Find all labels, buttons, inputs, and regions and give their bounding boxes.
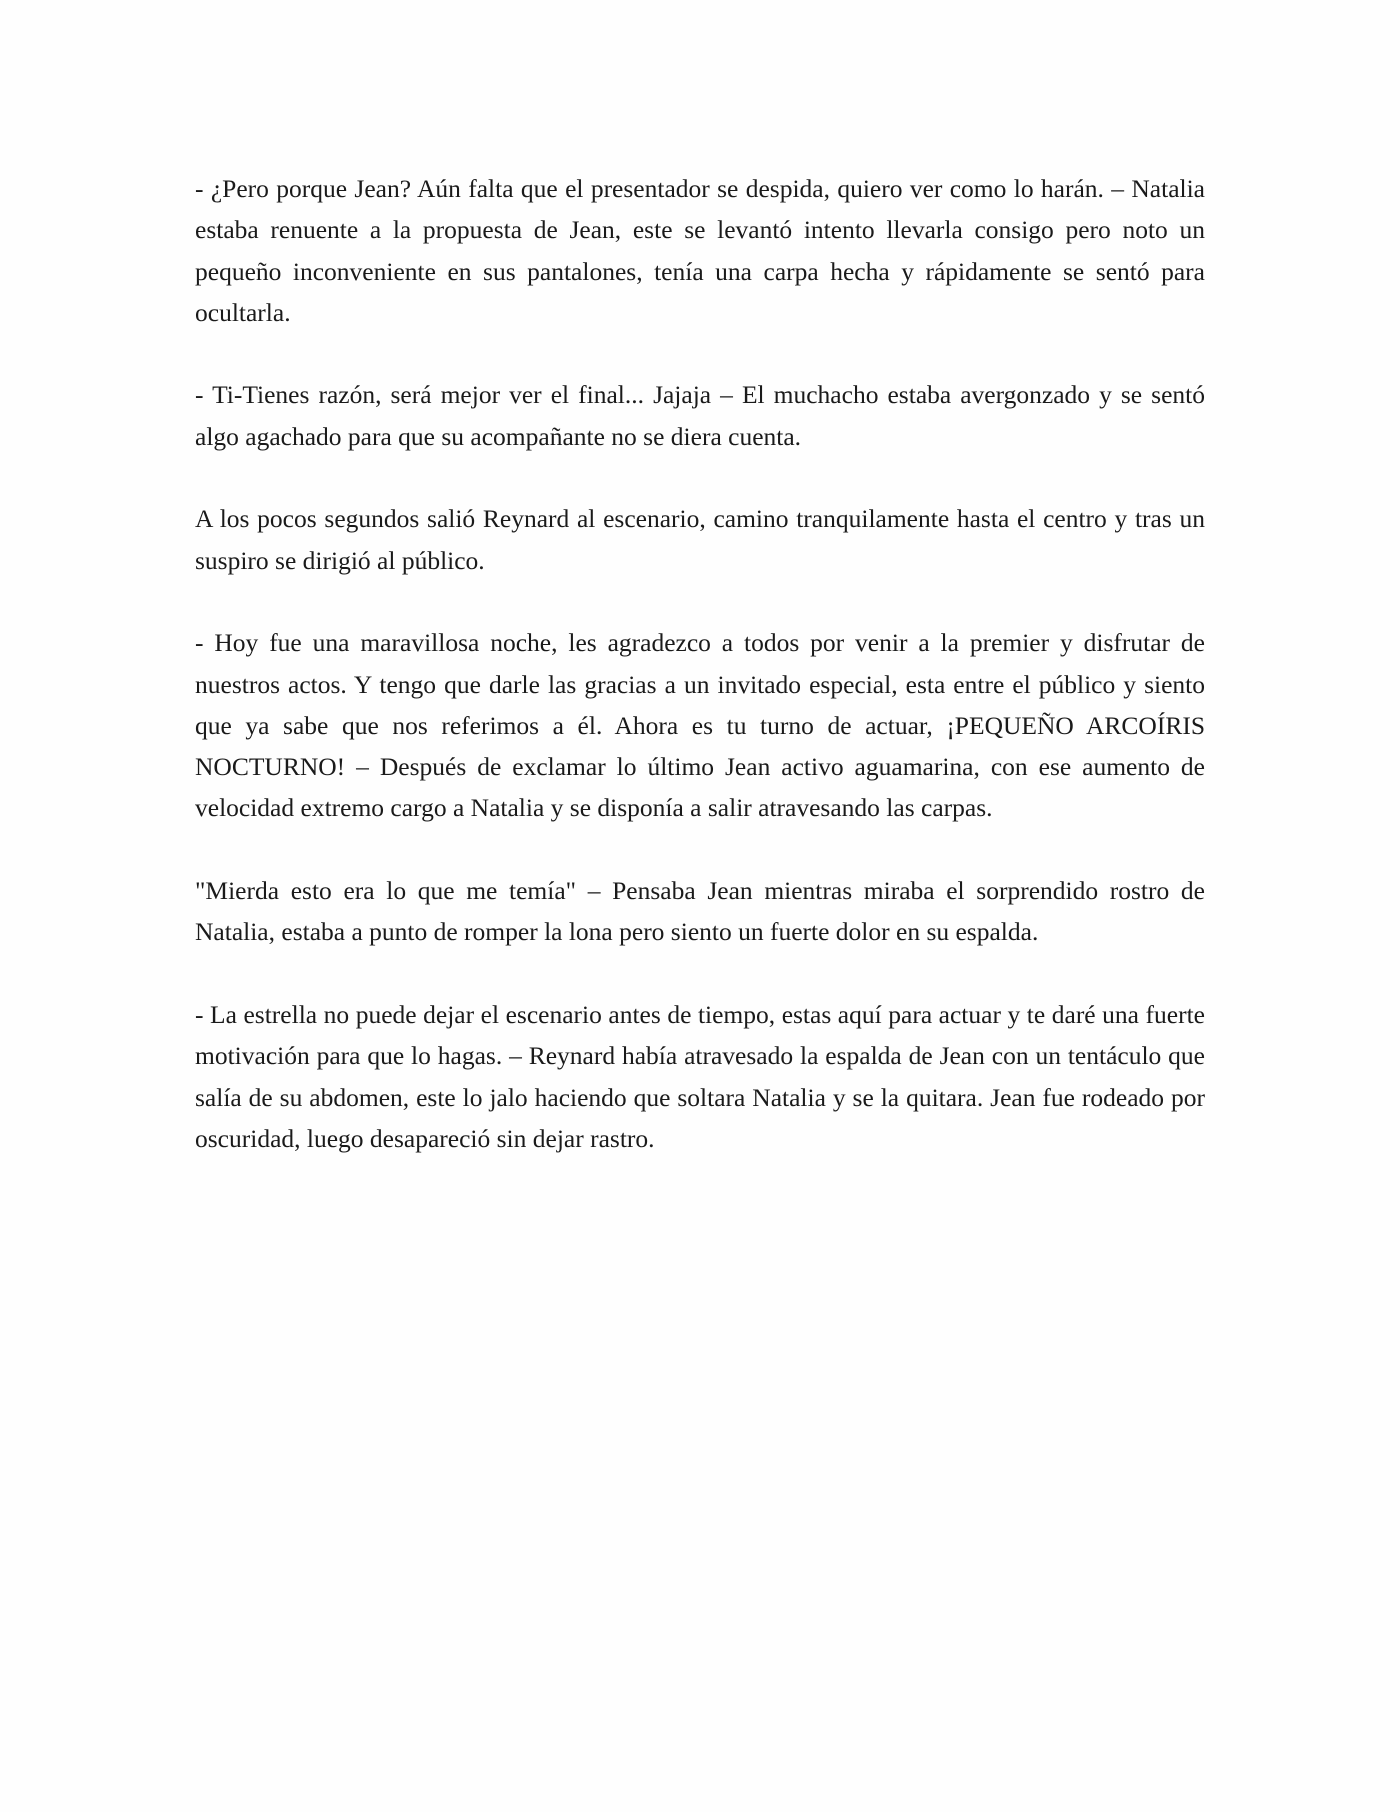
paragraph-5: "Mierda esto era lo que me temía" – Pensaba Jean mientras miraba el sorprendido rostro de Natalia, estaba a punto de romper la lona pero siento un fuerte dolor en su espalda. (195, 876, 1205, 947)
paragraph-1: - ¿Pero porque Jean? Aún falta que el presentador se despida, quiero ver como lo harán. – Natalia estaba renuente a la propuesta de Jean, este se levantó intento llevarla consigo pero noto un pequeño inconveniente en sus pantalones, tenía una carpa hecha y rápidamente se sentó para ocultarla. (195, 174, 1205, 327)
paragraph-2: - Ti-Tienes razón, será mejor ver el final... Jajaja – El muchacho estaba avergonzado y se sentó algo agachado para que su acompañante no se diera cuenta. (195, 380, 1205, 451)
paragraph-4: - Hoy fue una maravillosa noche, les agradezco a todos por venir a la premier y disfrutar de nuestros actos. Y tengo que darle las gracias a un invitado especial, esta entre el público y siento que ya sabe que nos referimos a él. Ahora es tu turno de actuar, ¡PEQUEÑO ARCOÍRIS NOCTURNO! – Después de exclamar lo último Jean activo aguamarina, con ese aumento de velocidad extremo cargo a Natalia y se disponía a salir atravesando las carpas. (195, 628, 1205, 823)
paragraph-3: A los pocos segundos salió Reynard al escenario, camino tranquilamente hasta el centro y tras un suspiro se dirigió al público. (195, 504, 1205, 575)
document-body (195, 168, 1205, 1159)
paragraph-6: - La estrella no puede dejar el escenario antes de tiempo, estas aquí para actuar y te daré una fuerte motivación para que lo hagas. – Reynard había atravesado la espalda de Jean con un tentáculo que salía de su abdomen, este lo jalo haciendo que soltara Natalia y se la quitara. Jean fue rodeado por oscuridad, luego desapareció sin dejar rastro. (195, 999, 1205, 1153)
